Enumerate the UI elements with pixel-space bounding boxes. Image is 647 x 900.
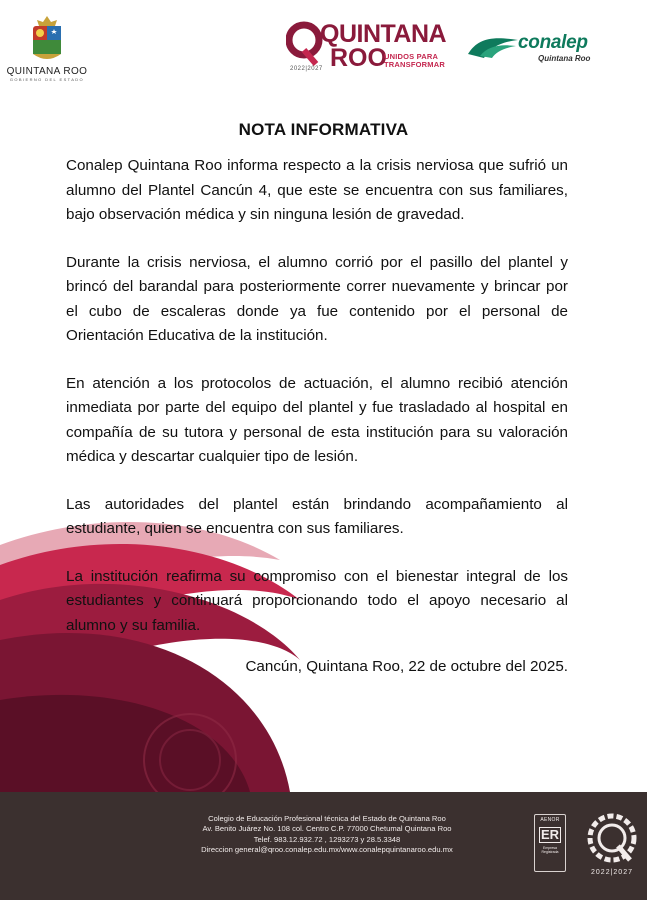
state-name: QUINTANA ROO bbox=[6, 66, 88, 77]
aenor-seal-icon bbox=[534, 814, 566, 872]
paragraph-5: La institución reafirma su compromiso con el bienestar integral de los estudiantes y continuará proporcionando todo el apoyo necesario al alumno y su familia. bbox=[66, 567, 568, 634]
conalep-subtitle: Quintana Roo bbox=[538, 54, 591, 63]
aenor-caption: Empresa Registrada bbox=[541, 846, 559, 854]
footer-line-phone: Telef. 983.12.932.72 , 1293273 y 28.5.3348 bbox=[253, 834, 401, 844]
footer-line-contact: Direccion general@qroo.conalep.edu.mx/www.conalepquintanaroo.edu.mx bbox=[201, 845, 453, 855]
state-logo bbox=[4, 14, 90, 82]
q-years: 2022|2027 bbox=[591, 869, 633, 876]
footer-line-institution: Colegio de Educación Profesional técnica del Estado de Quintana Roo bbox=[208, 814, 446, 823]
aenor-mark: ER bbox=[540, 827, 560, 842]
qroo-word-roo: ROO bbox=[330, 44, 387, 72]
footer bbox=[0, 792, 647, 900]
aenor-brand: AENOR bbox=[540, 817, 560, 823]
state-subtitle: GOBIERNO DEL ESTADO bbox=[9, 77, 85, 82]
conalep-logo bbox=[466, 28, 606, 68]
qroo-tagline: UNIDOS PARA TRANSFORMAR bbox=[384, 52, 445, 69]
qroo-word-quintana: QUINTANA bbox=[320, 20, 447, 48]
state-coat-of-arms-icon bbox=[27, 14, 67, 64]
qroo-logo bbox=[286, 20, 446, 76]
header bbox=[0, 0, 647, 100]
paragraph-3: En atención a los protocolos de actuación, el alumno recibió atención inmediata por parte del equipo del plantel y fue trasladado al hospital en compañía de su tutora y personal de esta institución para su valoración médica y descartar cualquier tipo de lesión. bbox=[66, 374, 568, 465]
paragraph-4: Las autoridades del plantel están brindando acompañamiento al estudiante, quien se encuentra con sus familiares. bbox=[66, 495, 568, 537]
conalep-word: conalep bbox=[518, 32, 588, 53]
qroo-years: 2022|2027 bbox=[290, 66, 323, 72]
footer-line-address: Av. Benito Juárez No. 108 col. Centro C.P. 77000 Chetumal Quintana Roo bbox=[202, 824, 452, 834]
q-ring-logo bbox=[582, 810, 642, 880]
paragraph-1: Conalep Quintana Roo informa respecto a la crisis nerviosa que sufrió un alumno del Plantel Cancún 4, que este se encuentra con sus familiares, bajo observación médica y sin ninguna lesión de gravedad. bbox=[66, 157, 568, 223]
document-title: NOTA INFORMATIVA bbox=[238, 120, 409, 139]
q-ring-icon bbox=[584, 810, 640, 866]
paragraph-2: Durante la crisis nerviosa, el alumno corrió por el pasillo del plantel y brincó del barandal para posteriormente correr nuevamente y brincar por el cubo de escaleras donde ya fue contenido por el personal de Orientación Educativa de la institución. bbox=[66, 253, 568, 344]
conalep-wave-icon bbox=[466, 34, 520, 60]
footer-address bbox=[162, 814, 492, 856]
document-body bbox=[66, 154, 568, 661]
signoff: Cancún, Quintana Roo, 22 de octubre del 2025. bbox=[245, 658, 568, 675]
